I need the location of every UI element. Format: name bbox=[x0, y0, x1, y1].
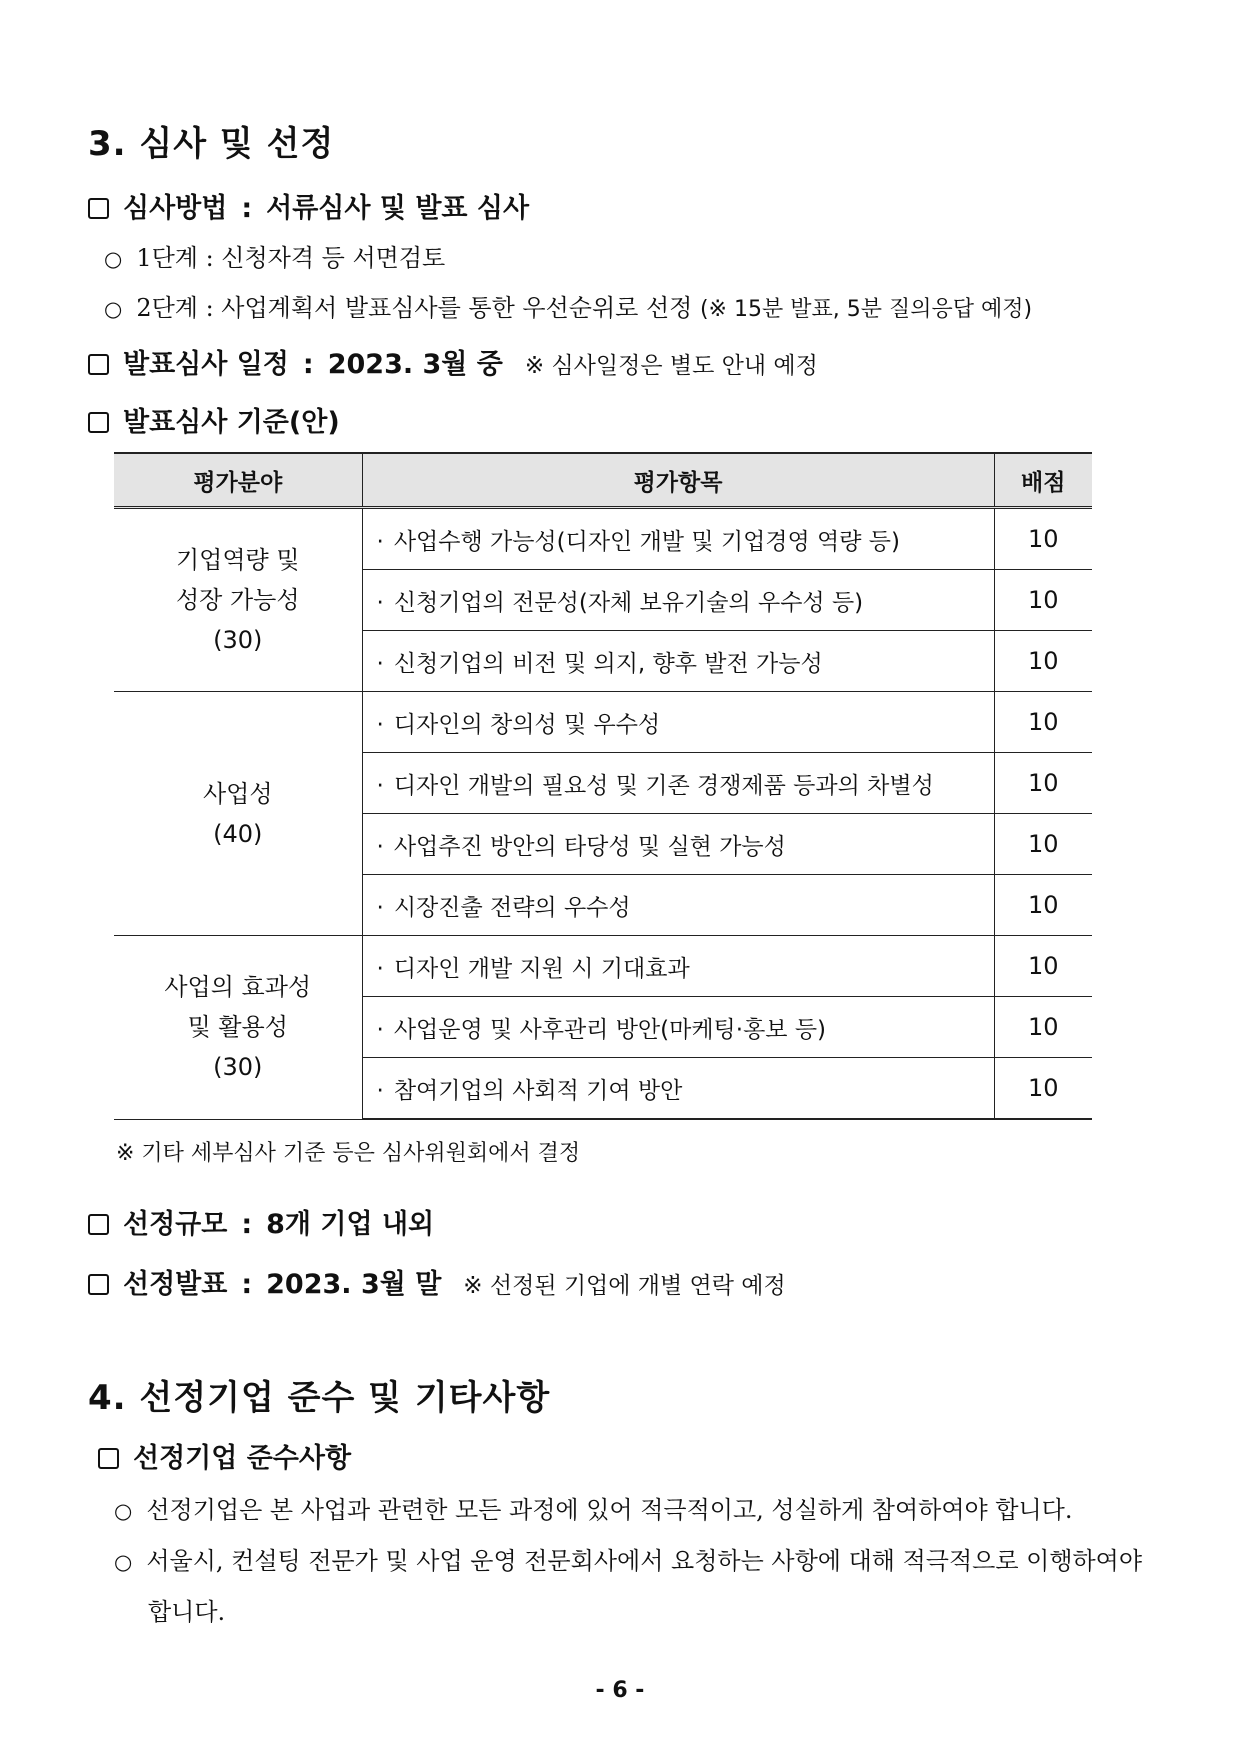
category-cell: 기업역량 및 성장 가능성 (30) bbox=[114, 508, 362, 692]
compliance-item-2: ○ 서울시, 컨설팅 전문가 및 사업 운영 전문회사에서 요청하는 사항에 대해 적극적으로 이행하여야 bbox=[114, 1547, 1143, 1575]
selection-scale-value: 8개 기업 내외 bbox=[266, 1209, 435, 1240]
criteria-item: · 디자인의 창의성 및 우수성 bbox=[362, 692, 994, 753]
circle-bullet-icon: ○ bbox=[104, 297, 123, 321]
column-header-item: 평가항목 bbox=[362, 453, 994, 508]
checkbox-square-icon bbox=[88, 412, 109, 433]
table-row bbox=[114, 936, 1092, 997]
criteria-footnote: ※ 기타 세부심사 기준 등은 심사위원회에서 결정 bbox=[116, 1141, 581, 1166]
criteria-item: · 신청기업의 전문성(자체 보유기술의 우수성 등) bbox=[362, 570, 994, 631]
review-step-1: ○ 1단계 : 신청자격 등 서면검토 bbox=[104, 244, 446, 272]
table-row bbox=[114, 508, 1092, 570]
checkbox-square-icon bbox=[88, 1274, 109, 1295]
review-method-line: 심사방법 : 서류심사 및 발표 심사 bbox=[88, 186, 529, 225]
presentation-schedule-line: 발표심사 일정 : 2023. 3월 중 ※ 심사일정은 별도 안내 예정 bbox=[88, 342, 818, 381]
score-cell: 10 bbox=[994, 631, 1092, 692]
score-cell: 10 bbox=[994, 508, 1092, 570]
criteria-item: · 디자인 개발 지원 시 기대효과 bbox=[362, 936, 994, 997]
checkbox-square-icon bbox=[98, 1448, 119, 1469]
section3-title: 3. 심사 및 선정 bbox=[88, 124, 335, 164]
checkbox-square-icon bbox=[88, 1214, 109, 1235]
score-cell: 10 bbox=[994, 753, 1092, 814]
column-header-field: 평가분야 bbox=[114, 453, 362, 508]
review-step-2: ○ 2단계 : 사업계획서 발표심사를 통한 우선순위로 선정 (※ 15분 발표, 5분 질의응답 예정) bbox=[104, 294, 1033, 322]
compliance-heading: 선정기업 준수사항 bbox=[98, 1436, 351, 1475]
compliance-item-2-continuation: 합니다. bbox=[148, 1598, 226, 1626]
presentation-schedule-note: ※ 심사일정은 별도 안내 예정 bbox=[524, 353, 818, 379]
review-step-2-note: (※ 15분 발표, 5분 질의응답 예정) bbox=[699, 297, 1033, 322]
circle-bullet-icon: ○ bbox=[114, 1499, 133, 1523]
selection-announcement-value: 2023. 3월 말 bbox=[266, 1269, 442, 1300]
presentation-schedule-value: 2023. 3월 중 bbox=[327, 349, 503, 380]
page-number: - 6 - bbox=[595, 1678, 645, 1703]
score-cell: 10 bbox=[994, 570, 1092, 631]
circle-bullet-icon: ○ bbox=[104, 247, 123, 271]
criteria-item: · 시장진출 전략의 우수성 bbox=[362, 875, 994, 936]
selection-announcement-note: ※ 선정된 기업에 개별 연락 예정 bbox=[463, 1273, 786, 1299]
review-method-value: 서류심사 및 발표 심사 bbox=[266, 193, 530, 224]
criteria-table bbox=[114, 452, 1092, 1120]
circle-bullet-icon: ○ bbox=[114, 1550, 133, 1574]
selection-scale-line: 선정규모 : 8개 기업 내외 bbox=[88, 1202, 434, 1241]
criteria-item: · 사업운영 및 사후관리 방안(마케팅·홍보 등) bbox=[362, 997, 994, 1058]
criteria-item: · 사업추진 방안의 타당성 및 실현 가능성 bbox=[362, 814, 994, 875]
criteria-item: · 디자인 개발의 필요성 및 기존 경쟁제품 등과의 차별성 bbox=[362, 753, 994, 814]
section4-title: 4. 선정기업 준수 및 기타사항 bbox=[88, 1378, 551, 1418]
review-method-label: 심사방법 bbox=[123, 193, 228, 224]
score-cell: 10 bbox=[994, 936, 1092, 997]
column-header-score: 배점 bbox=[994, 453, 1092, 508]
score-cell: 10 bbox=[994, 692, 1092, 753]
score-cell: 10 bbox=[994, 1058, 1092, 1120]
score-cell: 10 bbox=[994, 814, 1092, 875]
table-row bbox=[114, 692, 1092, 753]
checkbox-square-icon bbox=[88, 354, 109, 375]
criteria-item: · 사업수행 가능성(디자인 개발 및 기업경영 역량 등) bbox=[362, 508, 994, 570]
selection-announcement-line: 선정발표 : 2023. 3월 말 ※ 선정된 기업에 개별 연락 예정 bbox=[88, 1262, 786, 1301]
criteria-heading: 발표심사 기준(안) bbox=[88, 400, 340, 439]
table-header-row bbox=[114, 453, 1092, 508]
criteria-item: · 참여기업의 사회적 기여 방안 bbox=[362, 1058, 994, 1120]
checkbox-square-icon bbox=[88, 198, 109, 219]
compliance-item-1: ○ 선정기업은 본 사업과 관련한 모든 과정에 있어 적극적이고, 성실하게 참여하여야 합니다. bbox=[114, 1496, 1073, 1524]
criteria-item: · 신청기업의 비전 및 의지, 향후 발전 가능성 bbox=[362, 631, 994, 692]
category-cell: 사업성 (40) bbox=[114, 692, 362, 936]
category-cell: 사업의 효과성 및 활용성 (30) bbox=[114, 936, 362, 1120]
score-cell: 10 bbox=[994, 997, 1092, 1058]
score-cell: 10 bbox=[994, 875, 1092, 936]
